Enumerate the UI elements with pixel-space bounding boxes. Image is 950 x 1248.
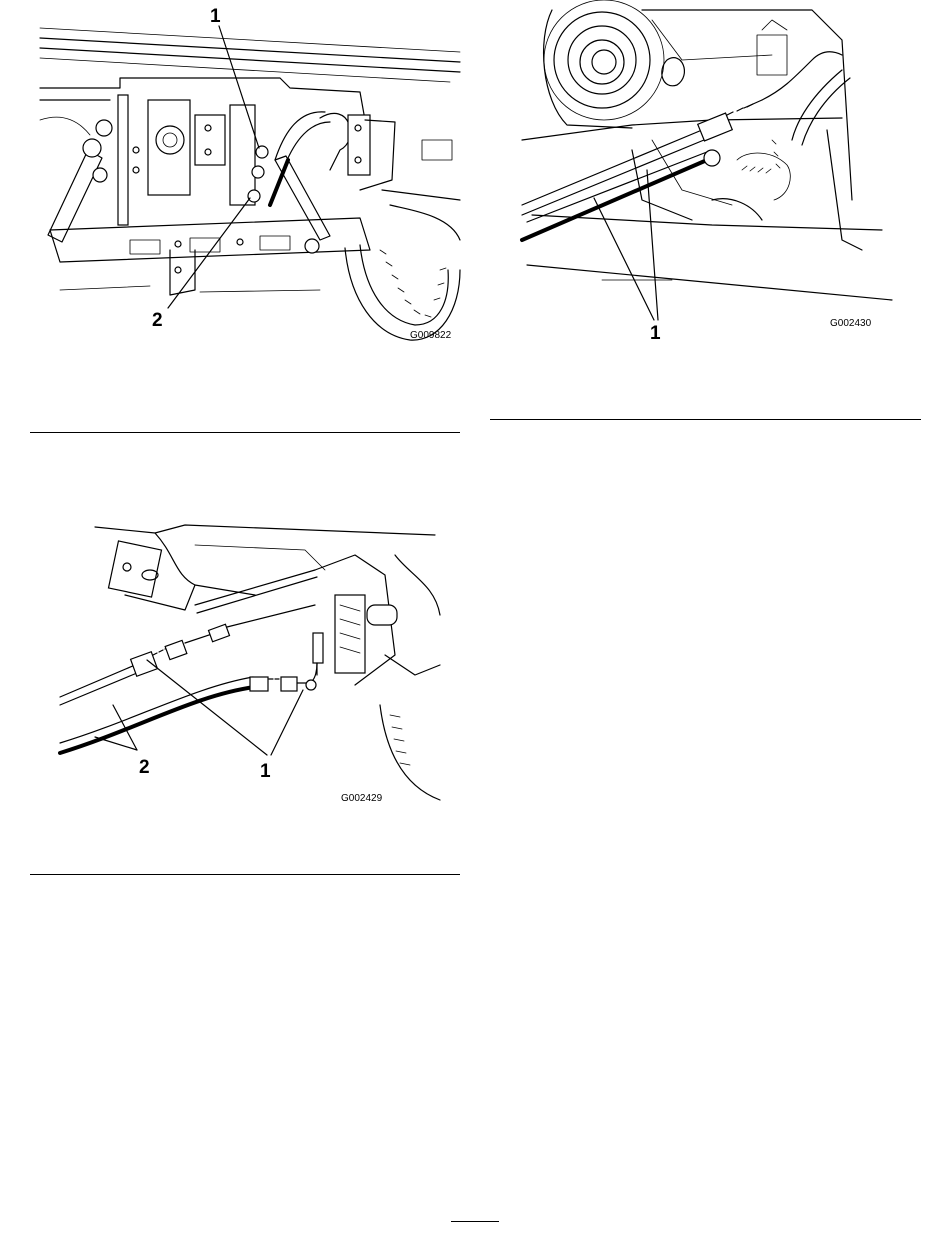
divider-left-1 <box>30 432 460 433</box>
figure-g002429 <box>55 515 445 810</box>
callout-2: 2 <box>152 310 163 331</box>
figure-code: G009822 <box>410 330 452 341</box>
figure-g009822-illustration <box>30 0 470 360</box>
figure-g002430 <box>512 0 912 350</box>
divider-right-1 <box>490 419 921 420</box>
figure-code: G002429 <box>341 793 383 804</box>
page-number-rule <box>451 1221 499 1222</box>
callout-1: 1 <box>650 323 661 344</box>
figure-g009822 <box>30 0 470 360</box>
callout-1: 1 <box>210 6 221 27</box>
figure-code: G002430 <box>830 318 872 329</box>
callout-2: 2 <box>139 757 150 778</box>
callout-1: 1 <box>260 761 271 782</box>
figure-g002430-illustration <box>512 0 912 350</box>
figure-g002429-illustration <box>55 515 445 810</box>
divider-left-2 <box>30 874 460 875</box>
